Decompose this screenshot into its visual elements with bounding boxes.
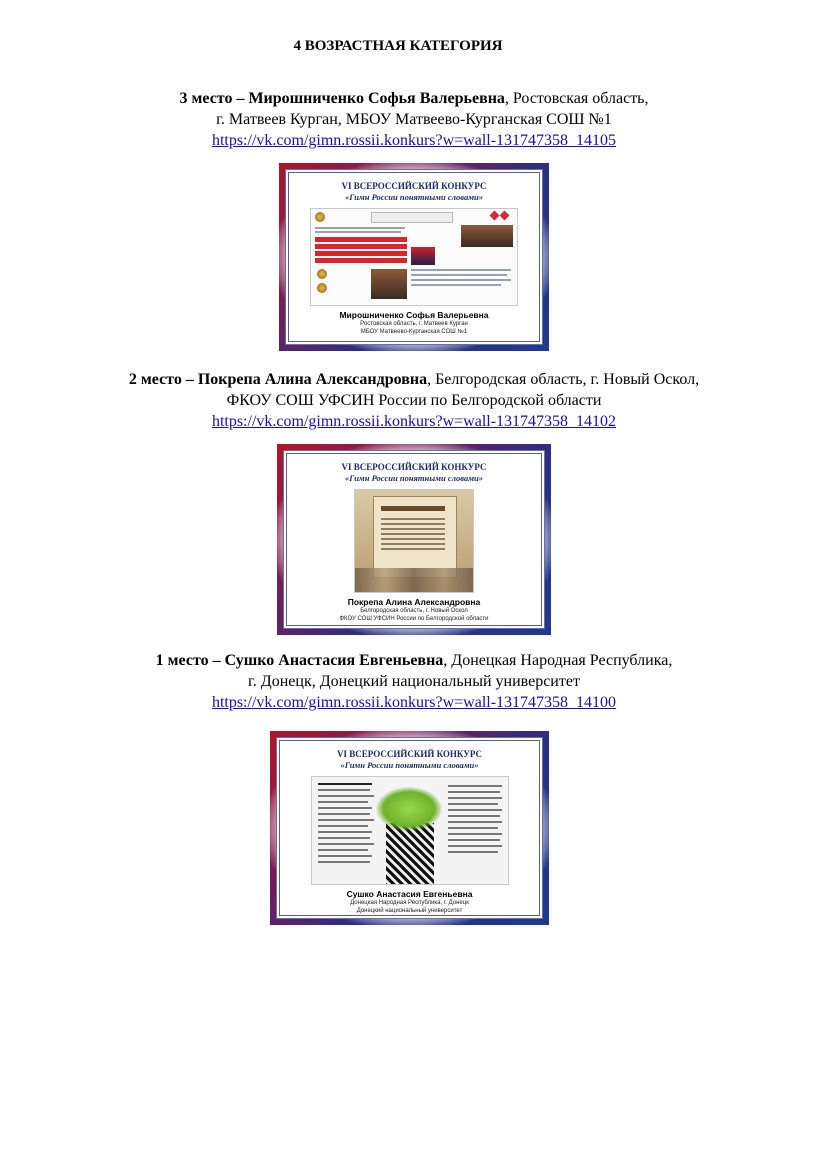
poster-collage — [310, 208, 518, 306]
vk-link[interactable]: https://vk.com/gimn.rossii.konkurs?w=wall-131747358_14100 — [211, 694, 617, 711]
winner-name: Сушко Анастасия Евгеньевна — [224, 652, 444, 669]
entry-line-2: ФКОУ СОШ УФСИН России по Белгородской области — [226, 392, 602, 409]
cert-region: Донецкая Народная Республика, г. Донецк — [350, 900, 469, 906]
region-text: , Ростовская область, — [504, 90, 649, 107]
place-label: 3 место – — [179, 90, 249, 107]
winner-name: Покрепа Алина Александровна — [197, 371, 428, 388]
cert-school: ФКОУ СОШ УФСИН России по Белгородской области — [339, 616, 489, 622]
cert-subtitle: «Гимн России понятными словами» — [344, 473, 484, 483]
cert-name: Сушко Анастасия Евгеньевна — [346, 889, 473, 899]
vk-link[interactable]: https://vk.com/gimn.rossii.konkurs?w=wall-131747358_14102 — [211, 413, 617, 430]
certificate-image-third — [279, 163, 549, 351]
cert-subtitle: «Гимн России понятными словами» — [340, 760, 479, 770]
vk-link[interactable]: https://vk.com/gimn.rossii.konkurs?w=wall-131747358_14105 — [211, 132, 617, 149]
entry-third-place — [0, 88, 828, 151]
region-text: , Донецкая Народная Республика, — [443, 652, 673, 669]
cert-name: Покрепа Алина Александровна — [347, 597, 481, 607]
cert-school: МБОУ Матвеево-Курганская СОШ №1 — [360, 329, 468, 335]
entry-first-place — [0, 650, 828, 713]
poster-scroll — [354, 489, 474, 593]
cert-title: VI ВСЕРОССИЙСКИЙ КОНКУРС — [341, 181, 487, 191]
entry-line-1 — [0, 88, 828, 109]
entry-line-1 — [0, 369, 828, 390]
cert-subtitle: «Гимн России понятными словами» — [344, 192, 484, 202]
certificate-image-first — [270, 731, 549, 925]
cert-title: VI ВСЕРОССИЙСКИЙ КОНКУРС — [337, 749, 482, 759]
cert-name: Мирошниченко Софья Валерьевна — [339, 310, 489, 320]
entry-line-1 — [0, 650, 828, 671]
place-label: 2 место – — [128, 371, 198, 388]
cert-title: VI ВСЕРОССИЙСКИЙ КОНКУРС — [341, 462, 487, 472]
entry-line-2: г. Донецк, Донецкий национальный университет — [248, 673, 580, 690]
region-text: , Белгородская область, г. Новый Оскол, — [427, 371, 700, 388]
poster-newspaper — [311, 776, 509, 885]
cert-region: Белгородская область, г. Новый Оскол — [360, 608, 468, 614]
entry-line-2: г. Матвеев Курган, МБОУ Матвеево-Курганская СОШ №1 — [216, 111, 612, 128]
entry-second-place — [0, 369, 828, 432]
place-label: 1 место – — [155, 652, 225, 669]
cert-school: Донецкий национальный университет — [356, 908, 463, 914]
cert-region: Ростовская область, г. Матвеев Курган — [360, 321, 468, 327]
page-heading: 4 ВОЗРАСТНАЯ КАТЕГОРИЯ — [293, 38, 503, 54]
certificate-image-second — [277, 444, 551, 635]
winner-name: Мирошниченко Софья Валерьевна — [248, 90, 505, 107]
